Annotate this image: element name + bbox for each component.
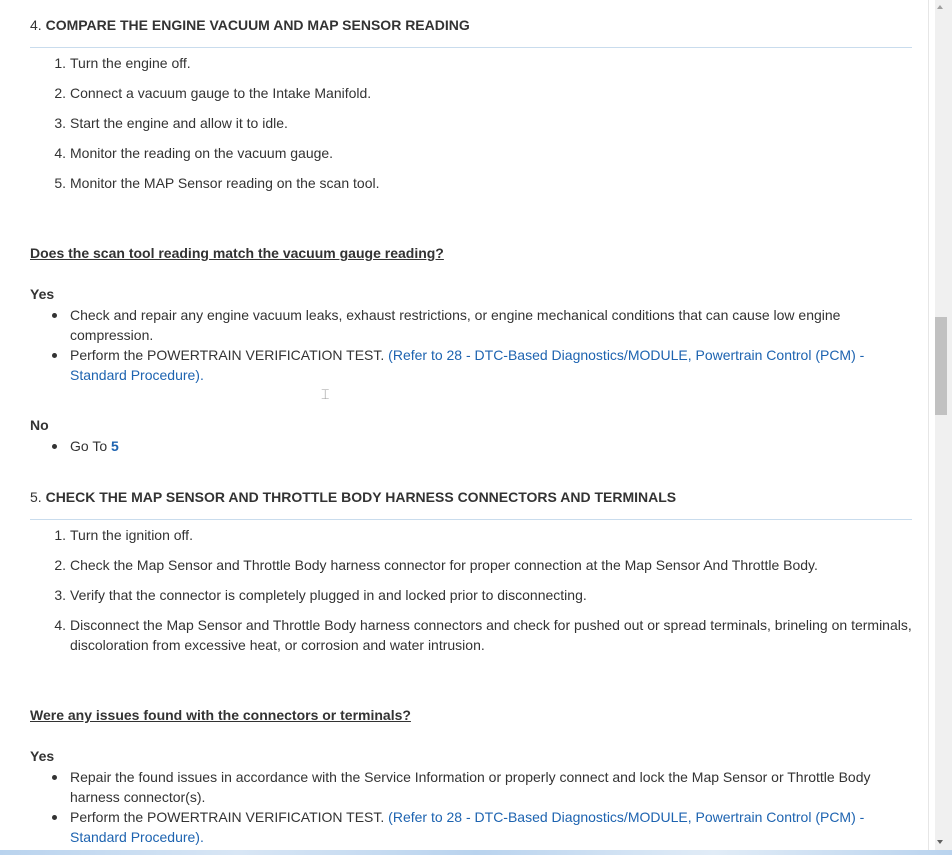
step-5-yes-label: Yes [30,748,55,764]
instruction-text: Connect a vacuum gauge to the Intake Manifold. [70,85,372,101]
step-5-number: 5. [30,489,42,505]
step-4-yes-label: Yes [30,286,55,302]
instruction-text: Disconnect the Map Sensor and Throttle Body harness connectors and check for pushed out or spread terminals, brineling on terminals, discoloration from excessive heat, or corrosion and water intrusion. [70,617,912,653]
instruction-item [30,83,912,113]
instruction-number: 4. [54,145,66,161]
instruction-number: 1. [54,527,66,543]
scrollbar-thumb[interactable] [935,317,947,415]
instruction-text: Turn the engine off. [70,55,191,71]
instruction-number: 4. [54,617,66,633]
step-4-question: Does the scan tool reading match the vacuum gauge reading? [30,245,444,261]
instruction-item [30,143,912,173]
instruction-item [30,173,912,203]
step-4-instructions [30,53,912,203]
action-text: Repair the found issues in accordance with the Service Information or properly connect and lock the Map Sensor or Throttle Body harness connector(s). [70,769,871,805]
instruction-item [30,53,912,83]
vertical-scrollbar[interactable] [928,0,952,850]
instruction-item [30,113,912,143]
step-4-no-label: No [30,417,49,433]
instruction-item [30,615,912,665]
action-text: Perform the POWERTRAIN VERIFICATION TEST. [70,809,389,825]
instruction-number: 3. [54,587,66,603]
scroll-up-arrow-icon[interactable] [929,0,952,16]
text-cursor-icon: ⌶ [321,386,330,402]
action-item [30,305,912,345]
instruction-text: Verify that the connector is completely plugged in and locked prior to disconnecting. [70,587,587,603]
instruction-text: Monitor the reading on the vacuum gauge. [70,145,334,161]
step-4-heading [30,15,912,48]
step-5-instructions [30,525,912,665]
action-text: Go To [70,438,111,454]
instruction-text: Check the Map Sensor and Throttle Body harness connector for proper connection at the Map Sensor And Throttle Body. [70,557,818,573]
action-item [30,767,912,807]
step-5-title: CHECK THE MAP SENSOR AND THROTTLE BODY HARNESS CONNECTORS AND TERMINALS [45,489,677,505]
instruction-item [30,555,912,585]
scrollbar-gutter [929,0,935,850]
step-4-title: COMPARE THE ENGINE VACUUM AND MAP SENSOR READING [45,17,470,33]
pcm-standard-procedure-link[interactable]: (Refer to 28 - DTC-Based Diagnostics/MODULE, Powertrain Control (PCM) - Standard Procedure). [70,809,865,845]
instruction-number: 5. [54,175,66,191]
step-5-heading [30,487,912,520]
instruction-text: Monitor the MAP Sensor reading on the scan tool. [70,175,380,191]
instruction-number: 3. [54,115,66,131]
instruction-number: 2. [54,85,66,101]
action-item [30,345,912,385]
action-text: Perform the POWERTRAIN VERIFICATION TEST. [70,347,389,363]
step-4-yes-actions [30,305,912,385]
step-4-number: 4. [30,17,42,33]
action-item [30,807,912,847]
step-5-question: Were any issues found with the connectors or terminals? [30,707,411,723]
pcm-standard-procedure-link[interactable]: (Refer to 28 - DTC-Based Diagnostics/MODULE, Powertrain Control (PCM) - Standard Procedure). [70,347,865,383]
action-text: Check and repair any engine vacuum leaks, exhaust restrictions, or engine mechanical conditions that can cause low engine compression. [70,307,841,343]
instruction-text: Turn the ignition off. [70,527,193,543]
instruction-number: 2. [54,557,66,573]
instruction-number: 1. [54,55,66,71]
step-5-yes-actions [30,767,912,847]
instruction-item [30,585,912,615]
action-item [30,436,912,456]
scroll-down-arrow-icon[interactable] [929,834,952,850]
instruction-text: Start the engine and allow it to idle. [70,115,288,131]
step-4-no-actions [30,436,912,456]
bottom-edge-bar [0,850,952,855]
instruction-item [30,525,912,555]
goto-step-5-link[interactable]: 5 [111,438,119,454]
